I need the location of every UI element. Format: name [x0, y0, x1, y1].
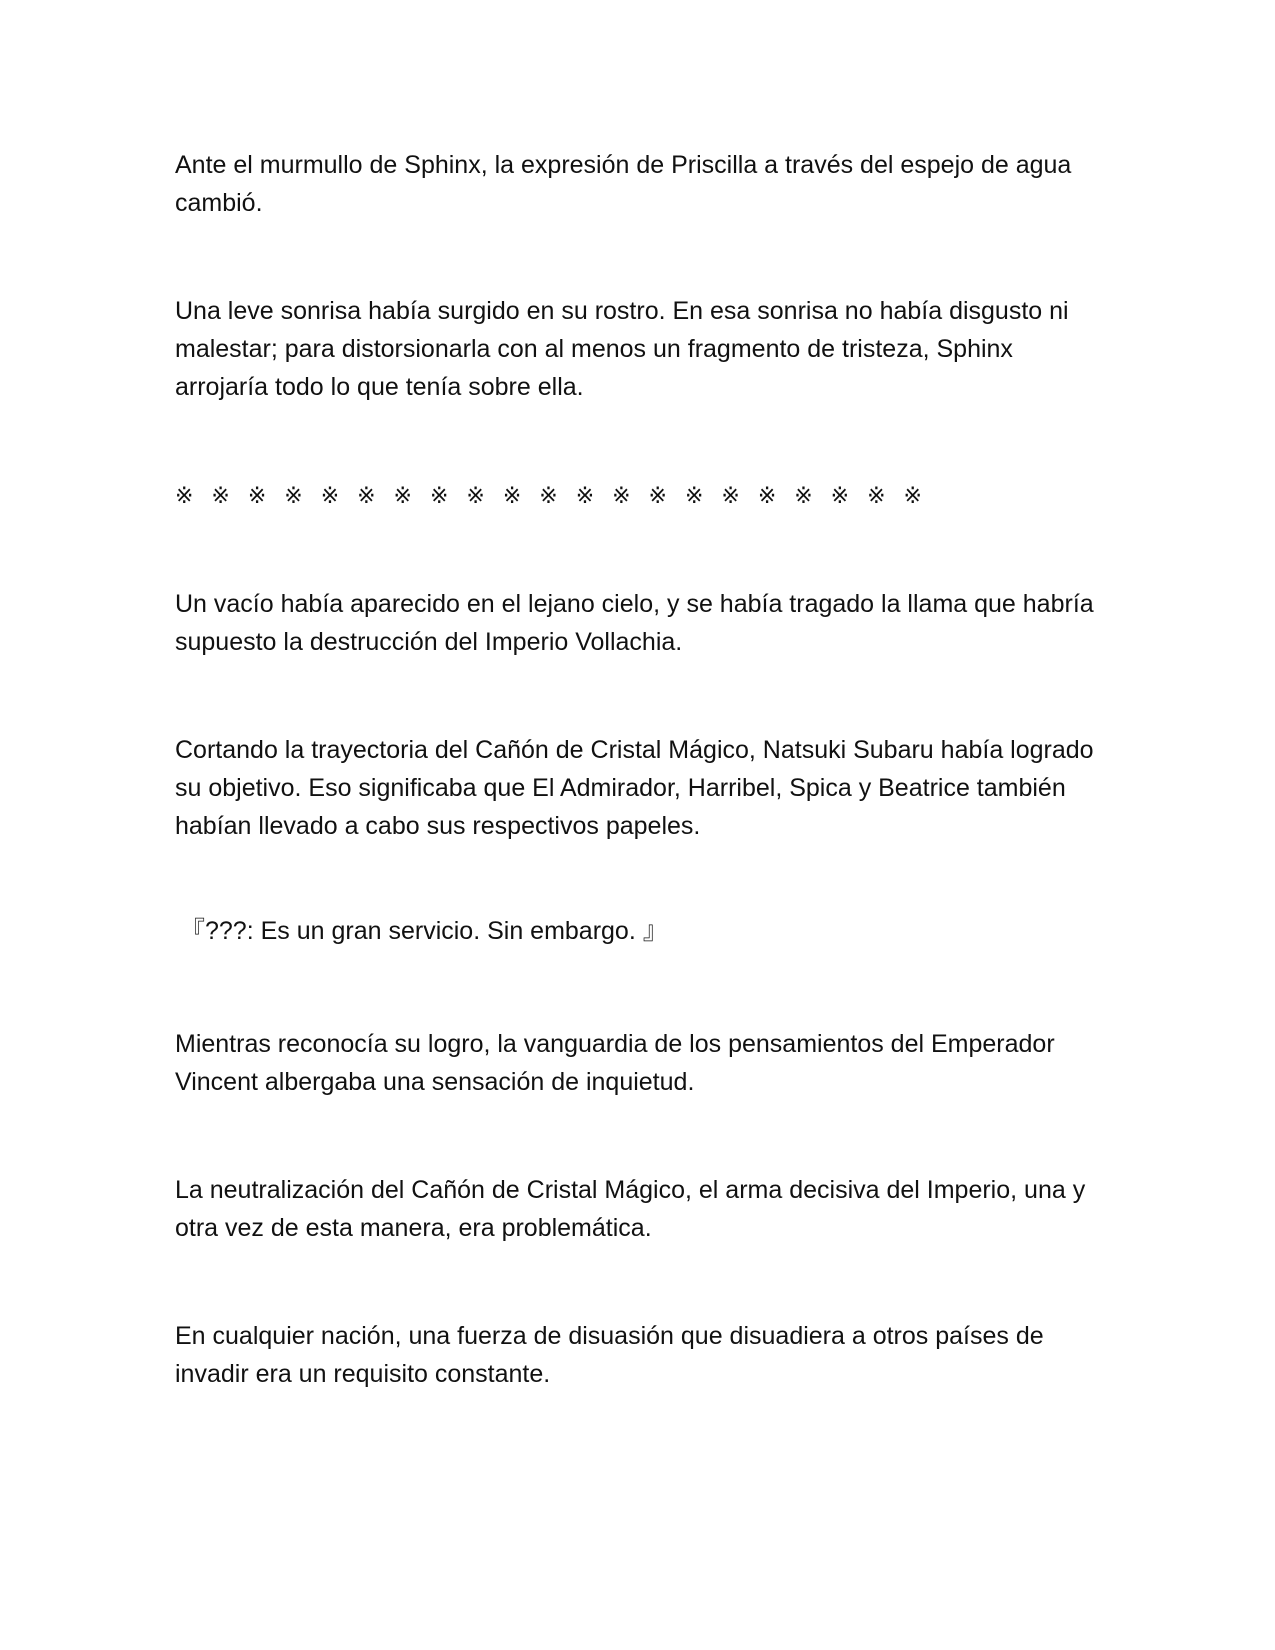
paragraph-smile: Una leve sonrisa había surgido en su rostro. En esa sonrisa no había disgusto ni malestar; para distorsionarla con al menos un fragmento de tristeza, Sphinx arrojaría todo lo que tenía sobre ella. — [175, 297, 1069, 401]
paragraph-deterrence: En cualquier nación, una fuerza de disuasión que disuadiera a otros países de invadir era un requisito constante. — [175, 1322, 1044, 1388]
paragraph-neutralization: La neutralización del Cañón de Cristal Mágico, el arma decisiva del Imperio, una y otra vez de esta manera, era problemática. — [175, 1176, 1086, 1242]
paragraph-void-sky: Un vacío había aparecido en el lejano cielo, y se había tragado la llama que habría supuesto la destrucción del Imperio Vollachia. — [175, 590, 1094, 656]
paragraph-subaru-objective: Cortando la trayectoria del Cañón de Cristal Mágico, Natsuki Subaru había logrado su objetivo. Eso significaba que El Admirador, Harribel, Spica y Beatrice también habían llevado a cabo sus respectivos papeles. — [175, 736, 1094, 840]
dialogue-line: 『???: Es un gran servicio. Sin embargo. 』 — [180, 917, 668, 945]
paragraph-priscilla-expression: Ante el murmullo de Sphinx, la expresión de Priscilla a través del espejo de agua cambió. — [175, 151, 1072, 217]
section-separator: ※ ※ ※ ※ ※ ※ ※ ※ ※ ※ ※ ※ ※ ※ ※ ※ ※ ※ ※ ※ ※ — [175, 484, 927, 509]
paragraph-vincent-unease: Mientras reconocía su logro, la vanguardia de los pensamientos del Emperador Vincent albergaba una sensación de inquietud. — [175, 1030, 1055, 1096]
